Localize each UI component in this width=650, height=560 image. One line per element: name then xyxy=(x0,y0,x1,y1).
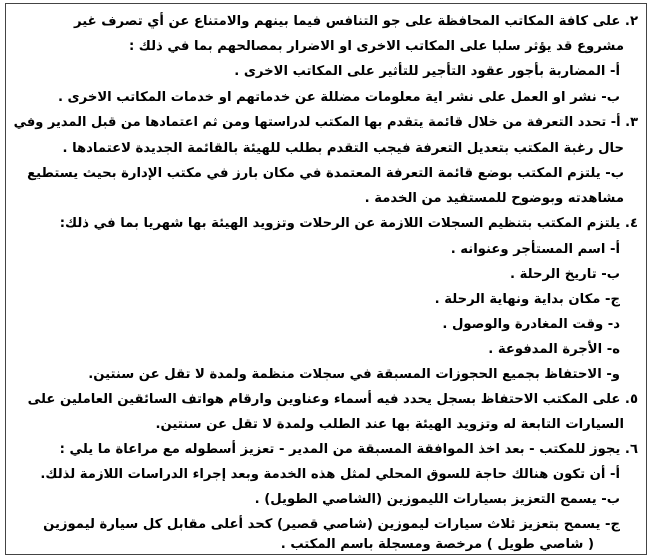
clause-2a: أ- المضاربة بأجور عقود التأجير للتأثير على المكاتب الاخرى . xyxy=(234,64,620,79)
clause-3a-line-1: ٣. أ- تحدد التعرفة من خلال قائمة يتقدم بها المكتب لدراستها ومن ثم اعتمادها من قبل المدير وفي xyxy=(13,115,638,130)
clause-2b: ب- نشر او العمل على نشر اية معلومات مضللة عن خدماتهم او خدمات المكاتب الاخرى . xyxy=(57,90,620,105)
clause-6c-line-2: ( شاصي طويل ) مرخصة ومسجلة باسم المكتب . xyxy=(280,537,594,552)
clause-2-line-1: ٢. على كافة المكاتب المحافظة على جو التنافس فيما بينهم والامتناع عن أي تصرف غير xyxy=(74,14,638,29)
clause-4c: ج- مكان بداية ونهاية الرحلة . xyxy=(434,292,620,307)
clause-3a-line-2: حال رغبة المكتب بتعديل التعرفة فيجب التقدم بطلب للهيئة بالقائمة الجديدة لاعتمادها . xyxy=(62,141,624,156)
clause-4a: أ- اسم المستأجر وعنوانه . xyxy=(450,242,620,257)
clause-6c-line-1: ج- يسمح بتعزيز ثلاث سيارات ليموزين (شاصي قصير) كحد أعلى مقابل كل سيارة ليموزين xyxy=(43,517,620,532)
clause-4b: ب- تاريخ الرحلة . xyxy=(509,267,620,282)
clause-6b: ب- يسمح التعزيز بسيارات الليموزين (الشاصي الطويل) . xyxy=(254,492,620,507)
clause-3b-line-2: مشاهدته وبوضوح للمستفيد من الخدمة . xyxy=(364,191,624,206)
clause-5-line-1: ٥. على المكتب الاحتفاظ بسجل يحدد فيه أسماء وعناوين وارقام هواتف السائقين العاملين على xyxy=(27,392,638,407)
clause-6a: أ- أن تكون هنالك حاجة للسوق المحلي لمثل هذه الخدمة وبعد إجراء الدراسات اللازمة لذلك. xyxy=(40,467,620,482)
clause-4d: د- وقت المغادرة والوصول . xyxy=(442,317,620,332)
clause-3b-line-1: ب- يلتزم المكتب بوضع قائمة التعرفة المعتمدة في مكان بارز في مكتب الإدارة بحيث يستطيع xyxy=(27,166,624,181)
clause-6-heading: ٦. يجوز للمكتب - بعد اخذ الموافقة المسبقة من المدير - تعزيز أسطوله مع مراعاة ما يلي : xyxy=(59,442,638,457)
clause-2-line-2: مشروع قد يؤثر سلبا على المكاتب الاخرى او الاضرار بمصالحهم بما في ذلك : xyxy=(128,39,624,54)
clause-4e: ه- الأجرة المدفوعة . xyxy=(488,342,620,357)
document-page xyxy=(5,3,647,555)
clause-4-heading: ٤. يلتزم المكتب بتنظيم السجلات اللازمة عن الرحلات وتزويد الهيئة بها شهريا بما في ذلك: xyxy=(59,216,638,231)
clause-5-line-2: السيارات التابعة له وتزويد الهيئة بها عند الطلب ولمدة لا تقل عن سنتين. xyxy=(155,417,624,432)
clause-4f: و- الاحتفاظ بجميع الحجوزات المسبقة في سجلات منظمة ولمدة لا تقل عن سنتين. xyxy=(88,367,620,382)
